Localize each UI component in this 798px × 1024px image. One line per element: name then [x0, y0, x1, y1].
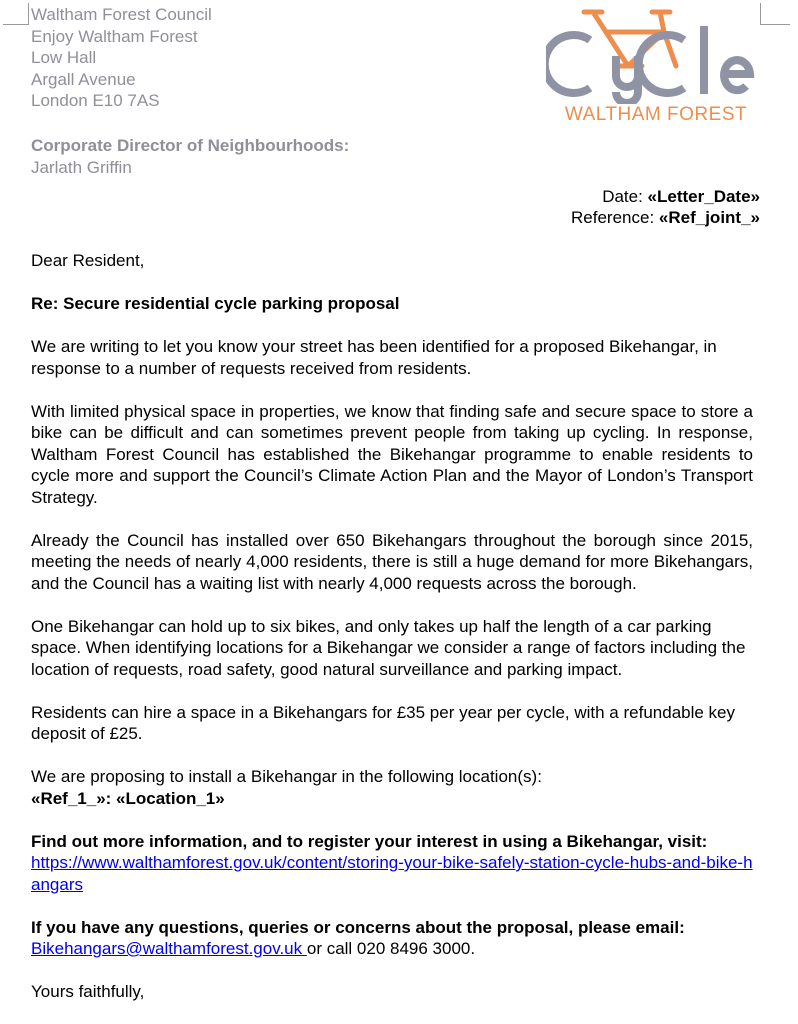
questions-heading: If you have any questions, queries or concerns about the proposal, please email: — [31, 917, 685, 937]
reference-line — [571, 207, 760, 228]
info-link[interactable]: https://www.walthamforest.gov.uk/content/storing-your-bike-safely-station-cycle-hubs-and-bike-hangars — [31, 853, 753, 894]
body-paragraph: Residents can hire a space in a Bikehangars for £35 per year per cycle, with a refundable key deposit of £25. — [31, 702, 736, 743]
closing: Yours faithfully, — [31, 982, 145, 1001]
reference-value: «Ref_joint_» — [658, 208, 760, 227]
proposal-intro: We are proposing to install a Bikehangar in the following location(s): — [31, 767, 542, 786]
address-line: Argall Avenue — [31, 69, 136, 89]
email-link[interactable]: Bikehangars@walthamforest.gov.uk — [31, 939, 307, 958]
body-paragraph: We are writing to let you know your street has been identified for a proposed Bikehangar, in response to a number of requests received from residents. — [31, 337, 717, 378]
date-value: «Letter_Date» — [647, 187, 760, 206]
crop-mark-right-horizontal — [760, 24, 790, 25]
address-line: London E10 7AS — [31, 91, 160, 110]
questions-block — [31, 917, 753, 960]
address-line: Enjoy Waltham Forest — [31, 26, 198, 46]
logo-subtitle: WALTHAM FOREST — [564, 104, 748, 125]
director-name: Jarlath Griffin — [31, 157, 132, 177]
body-paragraph: One Bikehangar can hold up to six bikes, and only takes up half the length of a car parking space. When identifying locations for a Bikehangar we consider a range of factors including the location of requests, road safety, good natural surveillance and parking impact. — [31, 616, 746, 679]
phone-text: or call 020 8496 3000. — [306, 939, 476, 958]
salutation: Dear Resident, — [31, 251, 145, 270]
cycle-wordmark — [546, 26, 750, 103]
subject-line: Re: Secure residential cycle parking proposal — [31, 294, 400, 313]
crop-mark-left-horizontal — [3, 24, 29, 25]
director-block — [31, 135, 349, 178]
letter-body — [31, 250, 753, 1024]
sender-address — [31, 4, 212, 112]
cycle-waltham-forest-logo — [546, 4, 761, 130]
letter-meta — [571, 186, 760, 228]
date-line — [571, 186, 760, 207]
reference-label: Reference: — [571, 208, 659, 227]
address-line: Low Hall — [31, 48, 97, 67]
date-label: Date: — [602, 187, 648, 206]
proposal-location: «Ref_1_»: «Location_1» — [31, 788, 225, 808]
director-title: Corporate Director of Neighbourhoods: — [31, 136, 350, 155]
crop-mark-left-vertical — [28, 3, 29, 25]
body-paragraph: With limited physical space in properties, we know that finding safe and secure space to store a bike can be difficult and can sometimes prevent people from taking up cycling. In response, Waltham Forest Council has established the Bikehangar programme to enable residents to cycle more and support the Council’s Climate Action Plan and the Mayor of London’s Transport Strategy. — [31, 401, 753, 507]
body-paragraph: Already the Council has installed over 650 Bikehangars throughout the borough since 2015, meeting the needs of nearly 4,000 residents, there is still a huge demand for more Bikehangars, and the Council has a waiting list with nearly 4,000 requests across the borough. — [31, 530, 753, 593]
address-line: Waltham Forest Council — [31, 5, 212, 24]
info-heading: Find out more information, and to register your interest in using a Bikehangar, visit: — [31, 831, 708, 851]
cycle-logo-graphic — [546, 4, 761, 104]
proposal-block — [31, 766, 753, 809]
info-block — [31, 831, 753, 896]
